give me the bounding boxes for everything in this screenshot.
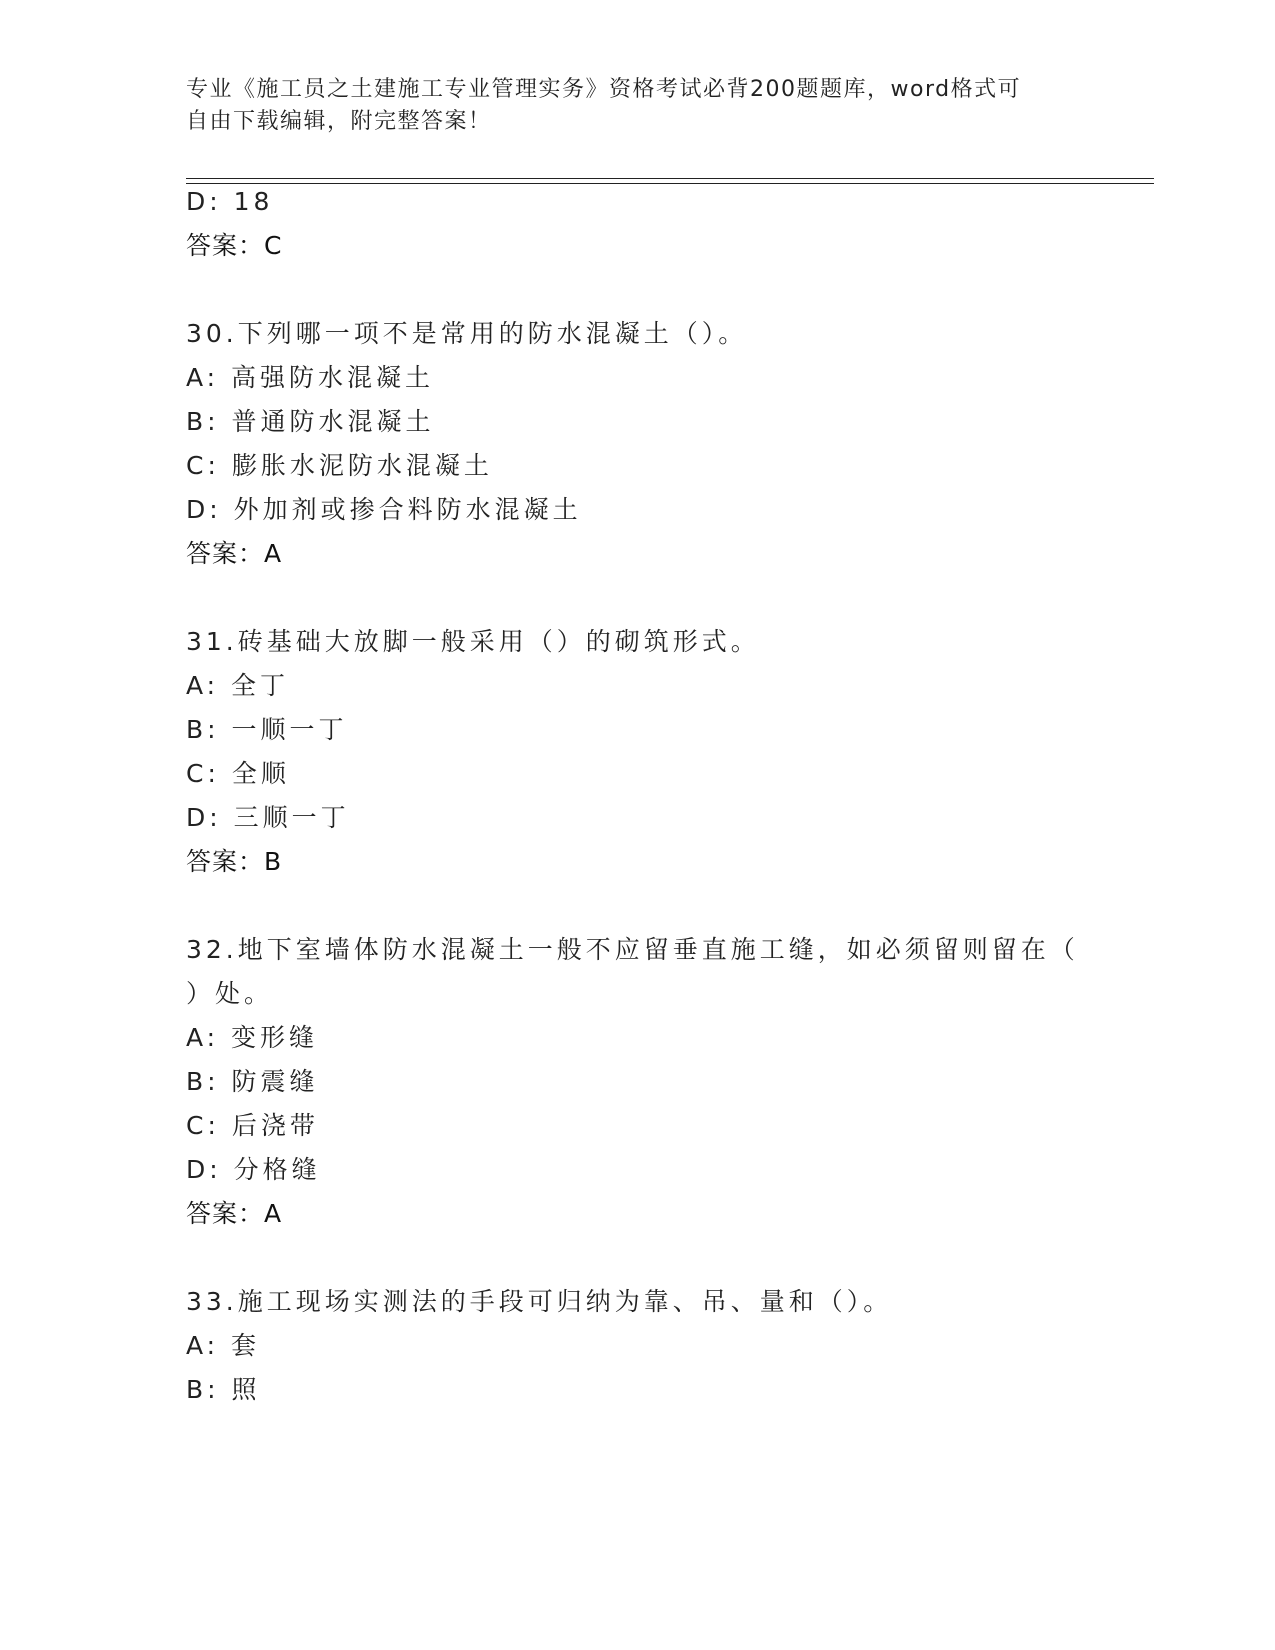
- q32-answer: 答案：A: [186, 1199, 283, 1228]
- q32-option-c: C: 后浇带: [186, 1111, 319, 1140]
- document-header: [186, 74, 1066, 138]
- q30-option-d: D: 外加剂或掺合料防水混凝土: [186, 495, 582, 524]
- q31-option-b: B: 一顺一丁: [186, 715, 348, 744]
- q32-stem-line-1: 32.地下室墙体防水混凝土一般不应留垂直施工缝，如必须留则留在（: [186, 935, 1079, 964]
- q33-option-a: A: 套: [186, 1331, 261, 1360]
- q30-option-a: A: 高强防水混凝土: [186, 363, 435, 392]
- header-line-1: 专业《施工员之土建施工专业管理实务》资格考试必背200题题库，word格式可: [186, 77, 1022, 102]
- q32-stem-line-2: ）处。: [186, 979, 274, 1008]
- q31-option-c: C: 全顺: [186, 759, 290, 788]
- q29-answer: 答案：C: [186, 231, 283, 260]
- q30-stem: 30.下列哪一项不是常用的防水混凝土（）。: [186, 319, 748, 348]
- q32-option-a: A: 变形缝: [186, 1023, 319, 1052]
- header-divider-bottom: [186, 183, 1154, 184]
- q31-stem: 31.砖基础大放脚一般采用（）的砌筑形式。: [186, 627, 760, 656]
- header-divider-top: [186, 178, 1154, 179]
- q29-option-d: D: 18: [186, 187, 274, 216]
- q31-option-d: D: 三顺一丁: [186, 803, 350, 832]
- header-line-2: 自由下载编辑，附完整答案！: [186, 109, 492, 134]
- q30-answer: 答案：A: [186, 539, 283, 568]
- q32-option-b: B: 防震缝: [186, 1067, 319, 1096]
- q30-option-c: C: 膨胀水泥防水混凝土: [186, 451, 493, 480]
- q32-option-d: D: 分格缝: [186, 1155, 321, 1184]
- q33-option-b: B: 照: [186, 1375, 261, 1404]
- q33-stem: 33.施工现场实测法的手段可归纳为靠、吊、量和（）。: [186, 1287, 893, 1316]
- q31-option-a: A: 全丁: [186, 671, 290, 700]
- q31-answer: 答案：B: [186, 847, 283, 876]
- q30-option-b: B: 普通防水混凝土: [186, 407, 435, 436]
